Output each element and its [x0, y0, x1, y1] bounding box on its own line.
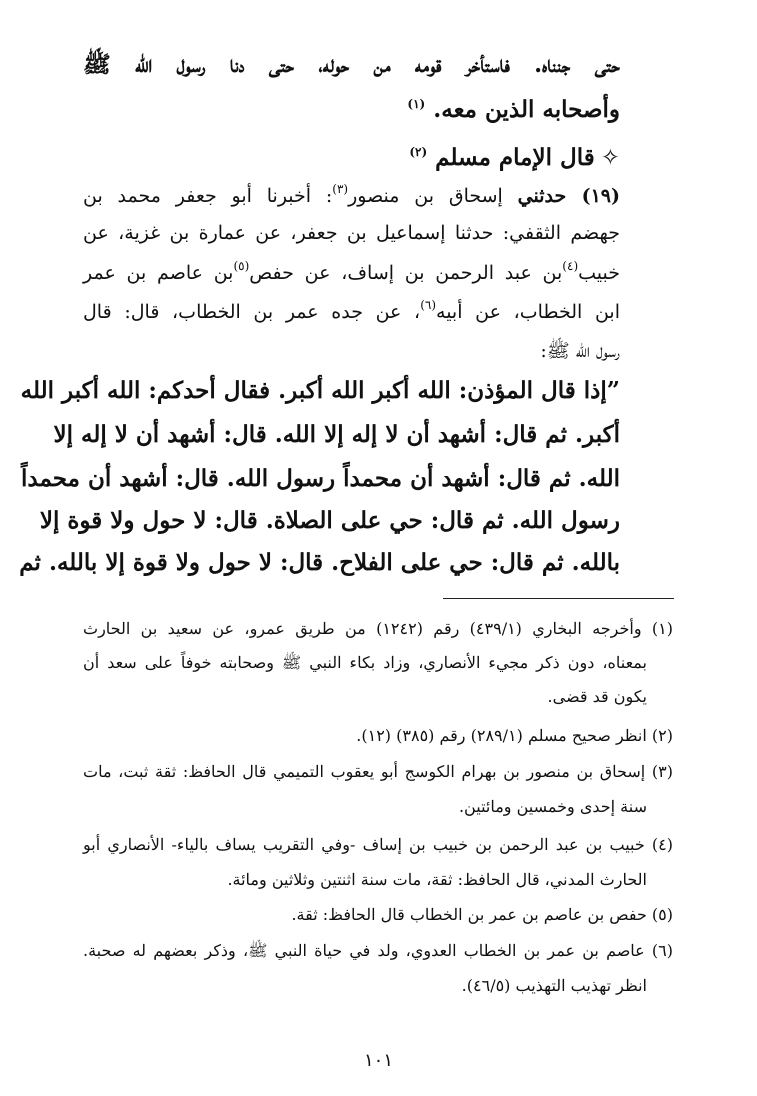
footnote-6-line-2: انظر تهذيب التهذيب (٤٦/٥).	[461, 976, 647, 995]
footnote-1-line-2: بمعناه، دون ذكر مجيء الأنصاري، وزاد بكاء النبي ﷺ وصحابته خوفاً على سعد أن	[83, 653, 647, 672]
footnote-3-line-1: (٣) إسحاق بن منصور بن بهرام الكوسج أبو يعقوب التميمي قال الحافظ: ثقة ثبت، مات	[83, 762, 673, 781]
hadith-line-3: الله. ثم قال: أشهد أن محمداً رسول الله. قال: أشهد أن محمداً	[21, 465, 620, 492]
footnote-ref-1: (١)	[407, 97, 426, 111]
section-heading	[83, 144, 620, 171]
hadith-line-1: ”إذا قال المؤذن: الله أكبر الله أكبر. فقال أحدكم: الله أكبر الله	[20, 377, 620, 404]
footnote-1-line-1: (١) وأخرجه البخاري (٤٣٩/١) رقم (١٢٤٢) من طريق عمرو، عن سعيد بن الحارث	[83, 619, 673, 638]
hadith-line-2: أكبر. ثم قال: أشهد أن لا إله إلا الله. قال: أشهد أن لا إله إلا	[53, 421, 620, 448]
intro-line-2: وأصحابه الذين معه. $^{(١)}$	[407, 96, 620, 123]
footnote-ref-5: (٥)	[233, 259, 250, 273]
page-number: ١٠١	[363, 1050, 393, 1071]
isnad-line-2: جهضم الثقفي: حدثنا إسماعيل بن جعفر، عن عمارة بن غزية، عن	[83, 222, 620, 244]
isnad-line-5: رسول الله ﷺ:	[540, 340, 620, 362]
footnote-ref-3: (٣)	[332, 182, 349, 196]
footnote-1-line-3: يكون قد قضى.	[547, 687, 647, 706]
footnote-4-line-1: (٤) خبيب بن عبد الرحمن بن خبيب بن إساف -وفي التقريب يساف بالياء- الأنصاري أبو	[83, 835, 673, 854]
footnote-2: (٢) انظر صحيح مسلم (٢٨٩/١) رقم (٣٨٥) (١٢).	[356, 726, 673, 745]
footnote-4-line-2: الحارث المدني، قال الحافظ: ثقة، مات سنة اثنتين وثلاثين ومائة.	[227, 870, 647, 889]
footnote-ref-6: (٦)	[420, 298, 437, 312]
isnad-line-1: (١٩) حدثني إسحاق بن منصور$^{(٣)}$: أخبرنا أبو جعفر محمد بن	[83, 182, 621, 207]
hadith-line-5: بالله. ثم قال: حي على الفلاح. قال: لا حول ولا قوة إلا بالله. ثم	[19, 549, 620, 576]
isnad-line-4: ابن الخطاب، عن أبيه$^{(٦)}$، عن جده عمر بن الخطاب، قال: قال	[83, 298, 621, 323]
intro-line-1: حتى جنناه. فاستأخر قومه من حوله، حتى دنا رسول الله ﷺ	[83, 51, 620, 78]
footnote-3-line-2: سنة إحدى وخمسين ومائتين.	[458, 797, 647, 816]
hadith-line-4: رسول الله. ثم قال: حي على الصلاة. قال: لا حول ولا قوة إلا	[39, 507, 620, 534]
footnote-6-line-1: (٦) عاصم بن عمر بن الخطاب العدوي، ولد في حياة النبي ﷺ، وذكر بعضهم له صحبة.	[83, 941, 673, 960]
footnote-ref-4: (٤)	[562, 259, 579, 273]
footnote-separator	[443, 598, 674, 599]
isnad-line-3: خبيب$^{(٤)}$بن عبد الرحمن بن إساف، عن حفص$^{(٥)}$بن عاصم بن عمر	[83, 259, 620, 284]
sparkle-icon: ✧	[600, 145, 620, 171]
heading-text: قال الإمام مسلم	[435, 144, 595, 171]
footnote-ref-2: (٢)	[409, 145, 428, 159]
footnote-5: (٥) حفص بن عاصم بن عمر بن الخطاب قال الحافظ: ثقة.	[291, 905, 673, 924]
